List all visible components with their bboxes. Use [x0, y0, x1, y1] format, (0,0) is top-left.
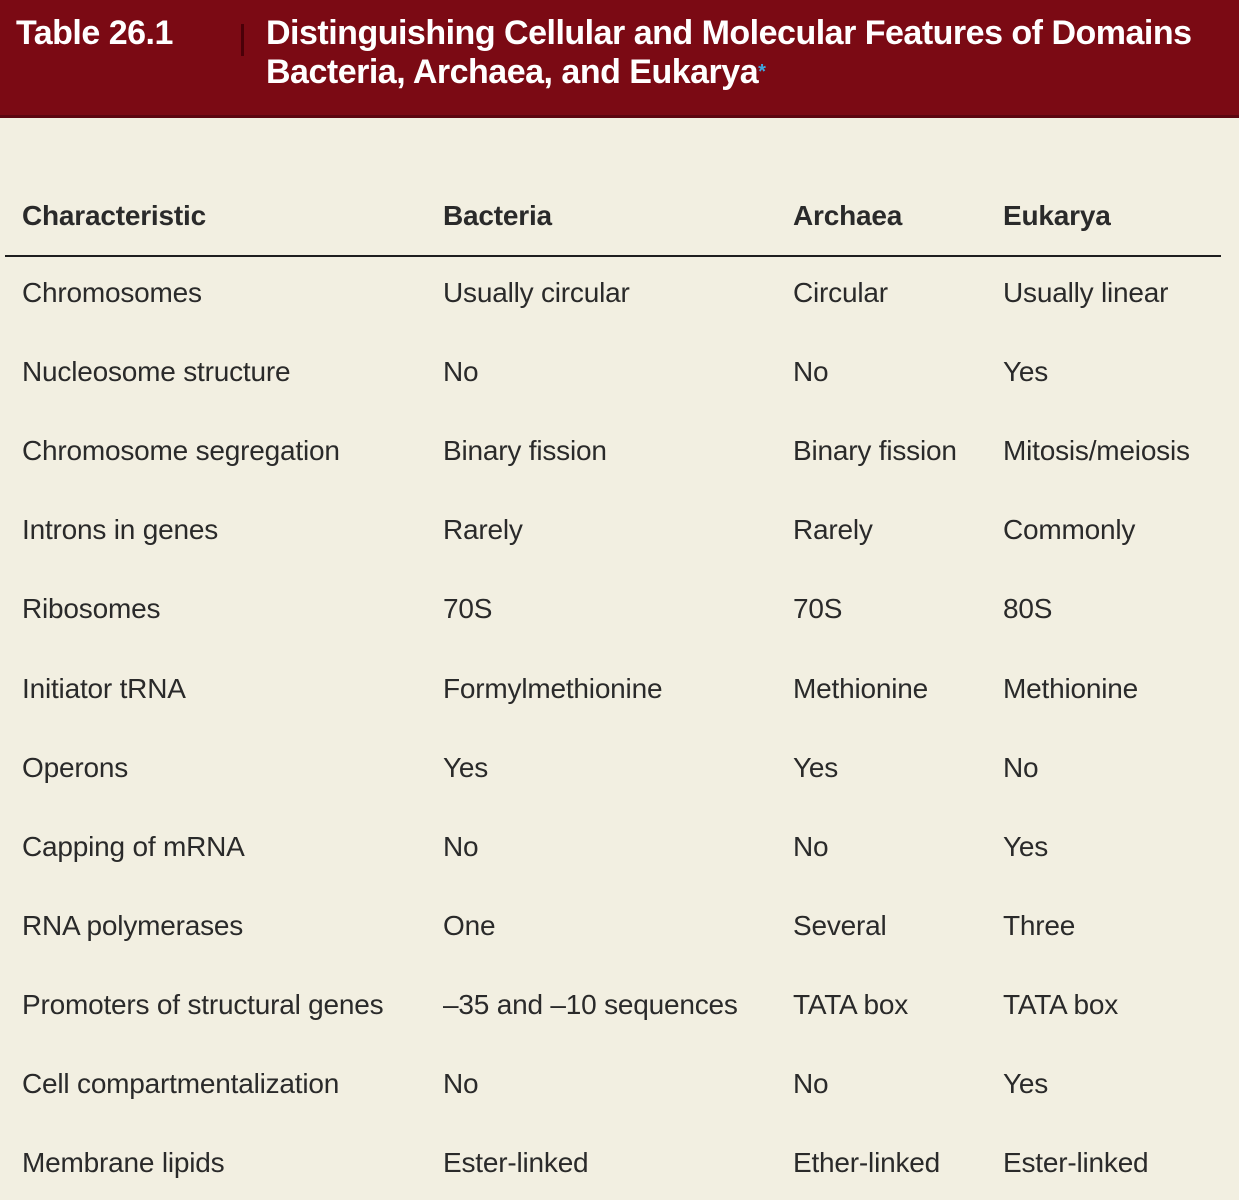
column-header-eukarya: Eukarya [1003, 200, 1111, 231]
table-title-line2: Bacteria, Archaea, and Eukarya [266, 53, 759, 91]
row-archaea-cell: Yes [793, 751, 839, 783]
column-header-archaea: Archaea [793, 200, 903, 231]
row-bacteria-cell: One [443, 909, 496, 941]
header-rule [5, 255, 1221, 257]
row-characteristic-cell: Introns in genes [22, 514, 219, 546]
table-row [0, 435, 1239, 475]
row-characteristic-cell: RNA polymerases [22, 909, 244, 941]
column-header-characteristic: Characteristic [22, 200, 206, 231]
row-archaea-cell: Ether-linked [793, 1147, 941, 1179]
table-row [0, 277, 1239, 317]
row-characteristic-cell: Ribosomes [22, 593, 161, 625]
table-row [0, 1068, 1239, 1108]
row-bacteria-cell: No [443, 1068, 479, 1099]
row-bacteria-cell: No [443, 830, 479, 862]
row-eukarya-cell: Commonly [1003, 514, 1136, 546]
row-archaea-cell: Binary fission [793, 435, 957, 467]
row-bacteria-cell: Yes [443, 751, 489, 783]
row-archaea-cell: TATA box [793, 988, 909, 1020]
row-archaea-cell: Rarely [793, 514, 873, 546]
title-footnote-asterisk: * [758, 61, 766, 83]
row-characteristic-cell: Membrane lipids [22, 1147, 225, 1179]
row-characteristic-cell: Cell compartmentalization [22, 1068, 340, 1099]
table-row [0, 989, 1239, 1029]
column-header-bacteria: Bacteria [443, 200, 552, 231]
row-archaea-cell: Circular [793, 277, 888, 308]
banner-separator [241, 24, 244, 56]
row-bacteria-cell: Rarely [443, 514, 523, 546]
row-characteristic-cell: Chromosome segregation [22, 435, 340, 467]
table-row [0, 514, 1239, 554]
row-archaea-cell: Methionine [793, 672, 928, 704]
table-row [0, 593, 1239, 633]
row-archaea-cell: No [793, 830, 829, 862]
row-characteristic-cell: Operons [22, 751, 128, 783]
table-row [0, 831, 1239, 871]
row-eukarya-cell: Yes [1003, 356, 1049, 388]
table-row [0, 910, 1239, 950]
row-bacteria-cell: No [443, 356, 479, 388]
row-archaea-cell: Several [793, 909, 887, 941]
table-row [0, 673, 1239, 713]
row-eukarya-cell: Yes [1003, 830, 1049, 862]
row-characteristic-cell: Initiator tRNA [22, 672, 186, 704]
row-eukarya-cell: TATA box [1003, 988, 1119, 1020]
row-archaea-cell: No [793, 356, 829, 388]
table-row [0, 1147, 1239, 1187]
row-bacteria-cell: Formylmethionine [443, 672, 663, 704]
row-eukarya-cell: Mitosis/meiosis [1003, 435, 1190, 467]
table-row [0, 752, 1239, 792]
row-bacteria-cell: 70S [443, 593, 493, 625]
row-characteristic-cell: Capping of mRNA [22, 830, 245, 862]
features-table [0, 180, 1239, 1179]
table-row [0, 356, 1239, 396]
row-eukarya-cell: Three [1003, 909, 1076, 941]
row-bacteria-cell: –35 and –10 sequences [443, 988, 738, 1020]
row-bacteria-cell: Ester-linked [443, 1147, 589, 1179]
row-archaea-cell: No [793, 1068, 829, 1099]
table-header-row [0, 180, 1239, 255]
row-archaea-cell: 70S [793, 593, 843, 625]
row-eukarya-cell: Ester-linked [1003, 1147, 1149, 1179]
row-characteristic-cell: Promoters of structural genes [22, 988, 384, 1020]
row-eukarya-cell: Usually linear [1003, 277, 1169, 308]
row-eukarya-cell: No [1003, 751, 1039, 783]
row-eukarya-cell: Yes [1003, 1068, 1049, 1099]
row-eukarya-cell: Methionine [1003, 672, 1138, 704]
table-title [266, 14, 1226, 92]
row-characteristic-cell: Nucleosome structure [22, 356, 291, 388]
row-characteristic-cell: Chromosomes [22, 277, 202, 308]
row-bacteria-cell: Binary fission [443, 435, 607, 467]
table-banner [0, 0, 1239, 118]
table-label: Table 26.1 [16, 14, 173, 52]
row-eukarya-cell: 80S [1003, 593, 1053, 625]
row-bacteria-cell: Usually circular [443, 277, 630, 308]
table-title-line1: Distinguishing Cellular and Molecular Features of Domains [266, 14, 1192, 52]
